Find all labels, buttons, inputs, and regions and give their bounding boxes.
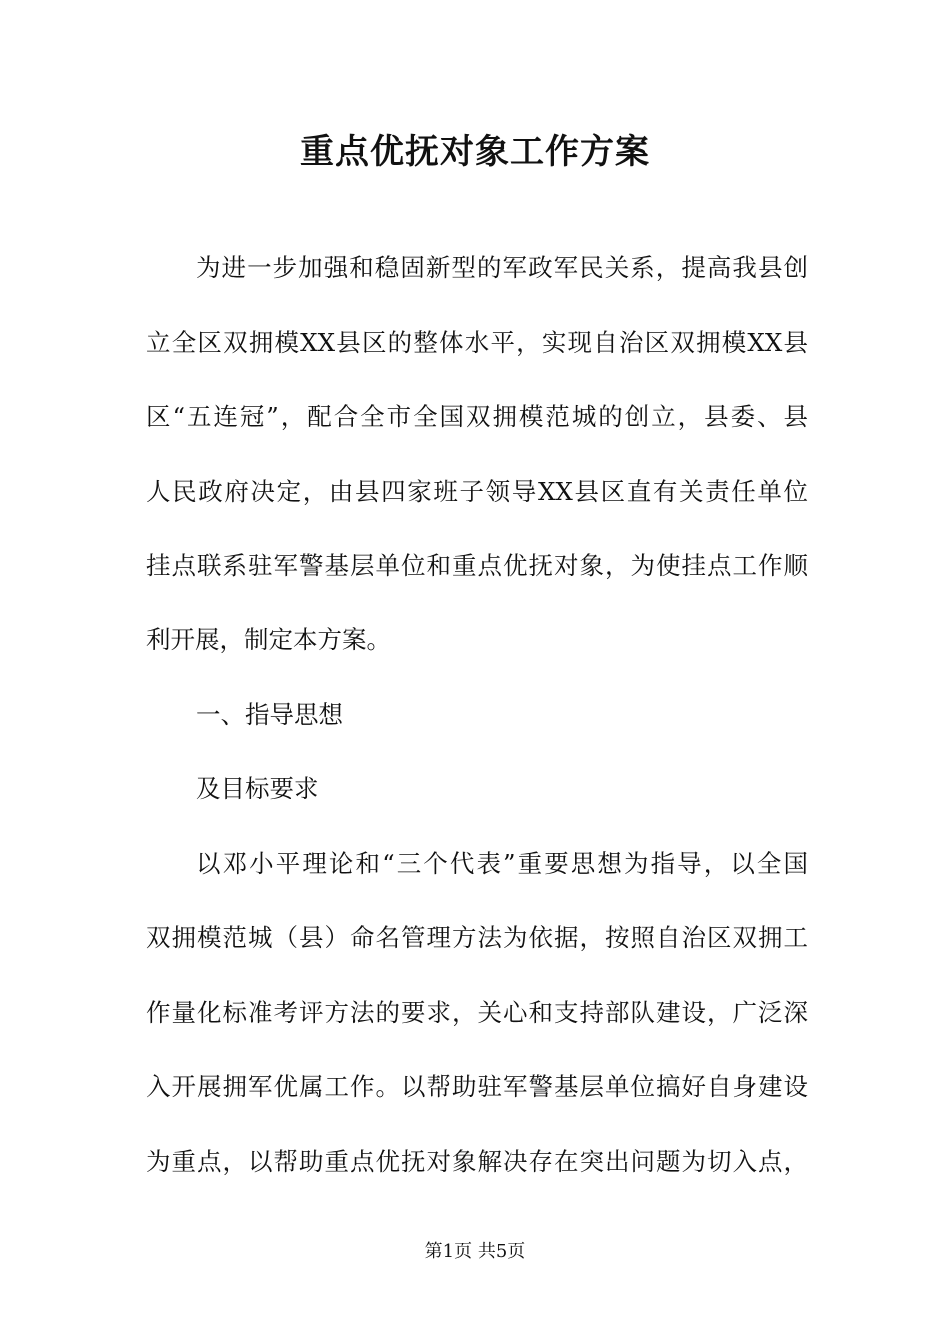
paragraph-line: 区“五连冠”，配合全市全国双拥模范城的创立，县委、县 (146, 402, 808, 431)
page-number: 第1页 共5页 (424, 1241, 526, 1262)
paragraph-line: 作量化标准考评方法的要求，关心和支持部队建设，广泛深 (146, 998, 808, 1027)
paragraph-line: 为进一步加强和稳固新型的军政军民关系，提高我县创 (196, 253, 808, 282)
page-title: 重点优抚对象工作方案 (300, 132, 650, 172)
paragraph-line: 以邓小平理论和“三个代表”重要思想为指导，以全国 (196, 849, 808, 878)
paragraph-line: 为重点，以帮助重点优抚对象解决存在突出问题为切入点， (146, 1147, 808, 1176)
paragraph-line: 人民政府决定，由县四家班子领导XX县区直有关责任单位 (146, 477, 808, 506)
section-subheading: 及目标要求 (196, 774, 319, 803)
section-heading: 一、指导思想 (196, 700, 343, 729)
paragraph-line: 挂点联系驻军警基层单位和重点优抚对象，为使挂点工作顺 (146, 551, 808, 580)
paragraph-line: 双拥模范城（县）命名管理方法为依据，按照自治区双拥工 (146, 923, 808, 952)
paragraph-line: 立全区双拥模XX县区的整体水平，实现自治区双拥模XX县 (146, 328, 808, 357)
paragraph-line: 利开展，制定本方案。 (146, 625, 391, 654)
paragraph-line: 入开展拥军优属工作。以帮助驻军警基层单位搞好自身建设 (146, 1072, 808, 1101)
